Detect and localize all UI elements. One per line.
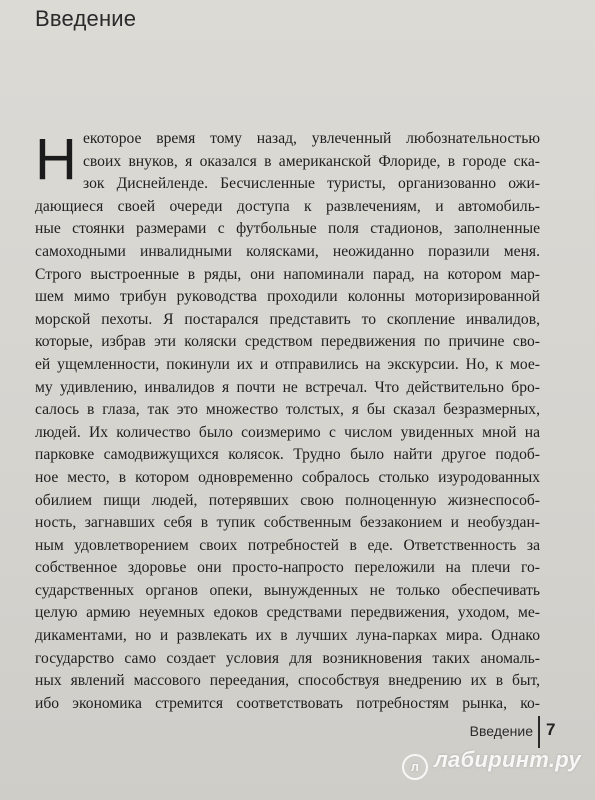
drop-cap: Н: [35, 127, 77, 192]
text-line: государство само создает условия для возникновения таких аномаль-: [35, 649, 540, 667]
text-line: которые, избрав эти коляски средством передвижения по причине сво-: [35, 333, 540, 351]
book-icon: л: [402, 754, 428, 780]
text-line: морской пехоты. Я постарался представить то скопление инвалидов,: [35, 310, 540, 328]
text-line: сударственных органов опеки, вынужденных не только обеспечивать: [35, 581, 540, 599]
text-line: салось в глаза, так это множество толстых, я бы сказал безразмерных,: [35, 401, 540, 419]
text-line: обилием пищи людей, потерявших свою полноценную жизнеспособ-: [35, 491, 540, 509]
text-line: ным удовлетворением своих потребностей в еде. Ответственность за: [35, 536, 540, 554]
text-line: ные стоянки размерами с футбольные поля стадионов, заполненные: [35, 220, 540, 238]
watermark-text: лабиринт.ру: [434, 747, 581, 772]
text-line: ибо экономика стремится соответствовать потребностям рынка, ко-: [35, 694, 540, 712]
text-line: Строго выстроенные в ряды, они напоминали парад, на котором мар-: [35, 265, 540, 283]
text-line: собственное здоровье они просто-напросто переложили на плечи го-: [35, 559, 540, 577]
text-line: целую армию неуемных едоков средствами передвижения, уходом, ме-: [35, 604, 540, 622]
text-line: самоходными инвалидными колясками, неожиданно поразили меня.: [35, 242, 540, 260]
text-line: своих внуков, я оказался в американской Флориде, в городе ска-: [83, 152, 540, 170]
text-line: зок Диснейленде. Бесчисленные туристы, организованно ожи-: [83, 175, 540, 193]
text-line: му удивлению, инвалидов я почти не встречал. Что действительно бро-: [35, 378, 540, 396]
text-line: ей ущемленности, покинули их и отправились на экскурсии. Но, к мое-: [35, 355, 540, 373]
text-line: парковке самодвижущихся колясок. Трудно было найти другое подоб-: [35, 446, 540, 464]
text-line: дикаментами, но и развлекать их в лучших луна-парках мира. Однако: [35, 627, 540, 645]
text-line: екоторое время тому назад, увлеченный любознательностью: [83, 130, 540, 147]
text-line: шем мимо трибун руководства проходили колонны моторизированной: [35, 288, 540, 306]
text-line: ных явлений массового переедания, способствуя внедрению их в быт,: [35, 672, 540, 690]
running-footer-section: Введение: [469, 723, 533, 739]
page-title: Введение: [35, 6, 137, 31]
text-line: ное место, в котором одновременно собралось столько изуродованных: [35, 468, 540, 486]
watermark: [402, 747, 581, 780]
text-line: людей. Их количество было соизмеримо с числом увиденных мной на: [35, 423, 540, 441]
body-text: [35, 128, 540, 715]
text-line: ность, загнавших себя в тупик собственным беззаконием и необуздан-: [35, 514, 540, 532]
page-number: 7: [546, 720, 556, 739]
footer-divider: [538, 716, 540, 748]
text-line: дающиеся своей очереди доступа к развлечениям, и автомобиль-: [35, 197, 540, 215]
